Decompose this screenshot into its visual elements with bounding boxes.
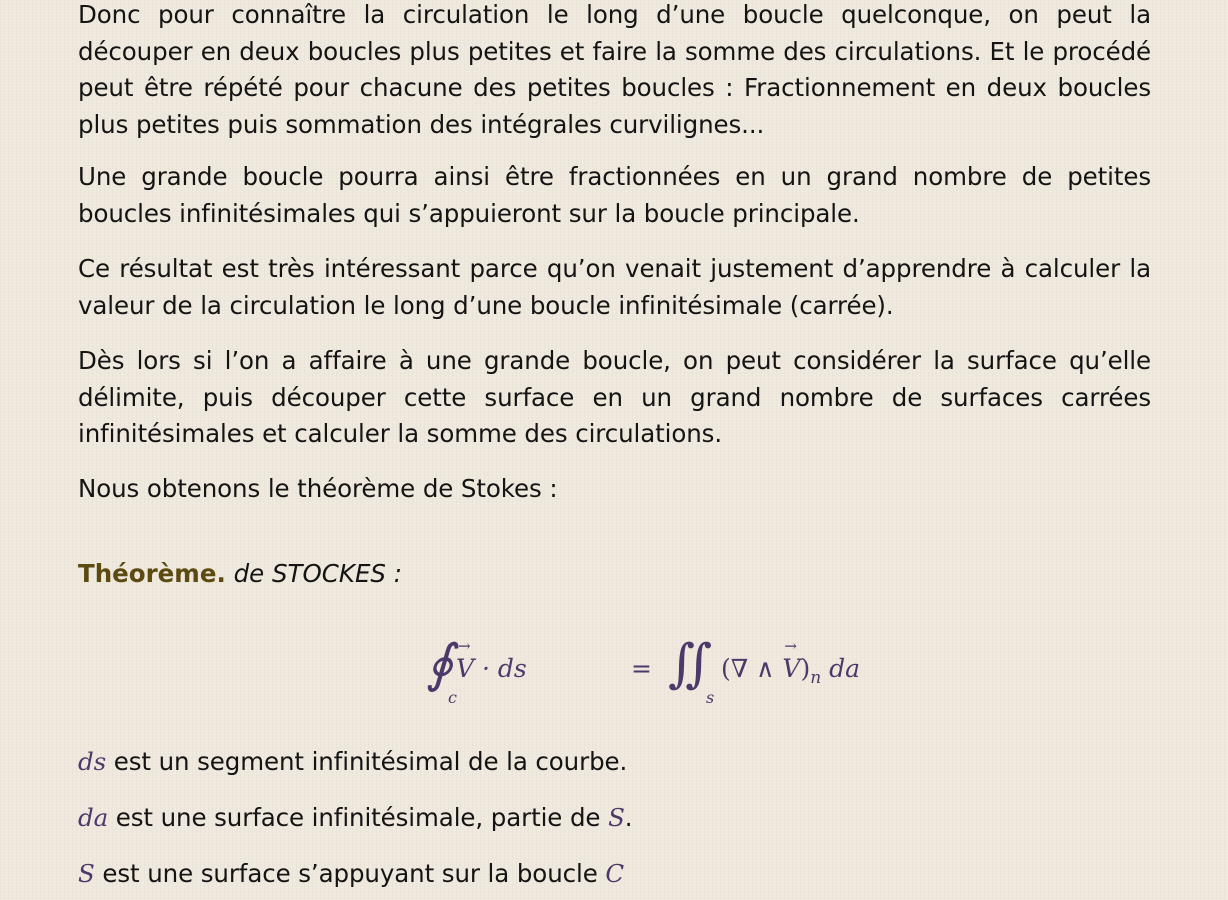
- definition-s: [78, 856, 1151, 893]
- definition-s-text: est une surface s’appuyant sur la boucle: [94, 859, 606, 888]
- contour-integral-symbol: ∮: [426, 634, 454, 694]
- definition-ds: [78, 744, 1151, 781]
- contour-subscript: c: [448, 688, 457, 707]
- equals-sign: =: [631, 654, 652, 683]
- rhs-expression: [721, 654, 861, 688]
- symbol-s-def: S: [78, 859, 95, 888]
- curl-open: (∇ ∧: [721, 654, 783, 683]
- lhs-dot-ds: · ds: [482, 654, 527, 683]
- vector-v-rhs: → V: [782, 654, 800, 683]
- paragraph-2: Une grande boucle pourra ainsi être fractionnées en un grand nombre de petites boucles infinitésimales qui s’appuieront sur la boucle principale.: [78, 162, 1151, 228]
- curl-close: ): [800, 654, 811, 683]
- stokes-formula: [78, 628, 1151, 718]
- normal-subscript: n: [810, 668, 822, 688]
- surface-integral-symbol: ∬: [668, 634, 713, 694]
- definition-da-text: est une surface infinitésimale, partie de: [108, 803, 609, 832]
- vector-v-lhs: → V: [456, 654, 474, 683]
- rhs-da: da: [829, 654, 861, 683]
- symbol-c: C: [605, 859, 625, 888]
- paragraph-4: Dès lors si l’on a affaire à une grande boucle, on peut considérer la surface qu’elle délimite, puis découper cette surface en un grand nombre de surfaces carrées infinitésimales et calculer la somme des circulations.: [78, 346, 1151, 448]
- theorem-heading: [78, 556, 1151, 592]
- symbol-s: S: [608, 803, 625, 832]
- definition-ds-text: est un segment infinitésimal de la courbe.: [106, 747, 628, 776]
- paragraph-1: Donc pour connaître la circulation le long d’une boucle quelconque, on peut la découper en deux boucles plus petites et faire la somme des circulations. Et le procédé peut être répété pour chacune des petites boucles : Fractionnement en deux boucles plus petites puis sommation des intégrales curvilignes...: [78, 0, 1151, 139]
- definition-da: [78, 800, 1151, 837]
- theorem-label: Théorème.: [78, 559, 226, 588]
- definition-da-end: .: [624, 803, 633, 832]
- surface-subscript: s: [706, 688, 715, 707]
- lhs-expression: [456, 654, 527, 683]
- symbol-ds: ds: [78, 747, 107, 776]
- theorem-title: de STOCKES :: [233, 559, 403, 588]
- paragraph-5: Nous obtenons le théorème de Stokes :: [78, 474, 558, 503]
- symbol-da: da: [78, 803, 109, 832]
- paragraph-3: Ce résultat est très intéressant parce qu’on venait justement d’apprendre à calculer la valeur de la circulation le long d’une boucle infinitésimale (carrée).: [78, 254, 1151, 320]
